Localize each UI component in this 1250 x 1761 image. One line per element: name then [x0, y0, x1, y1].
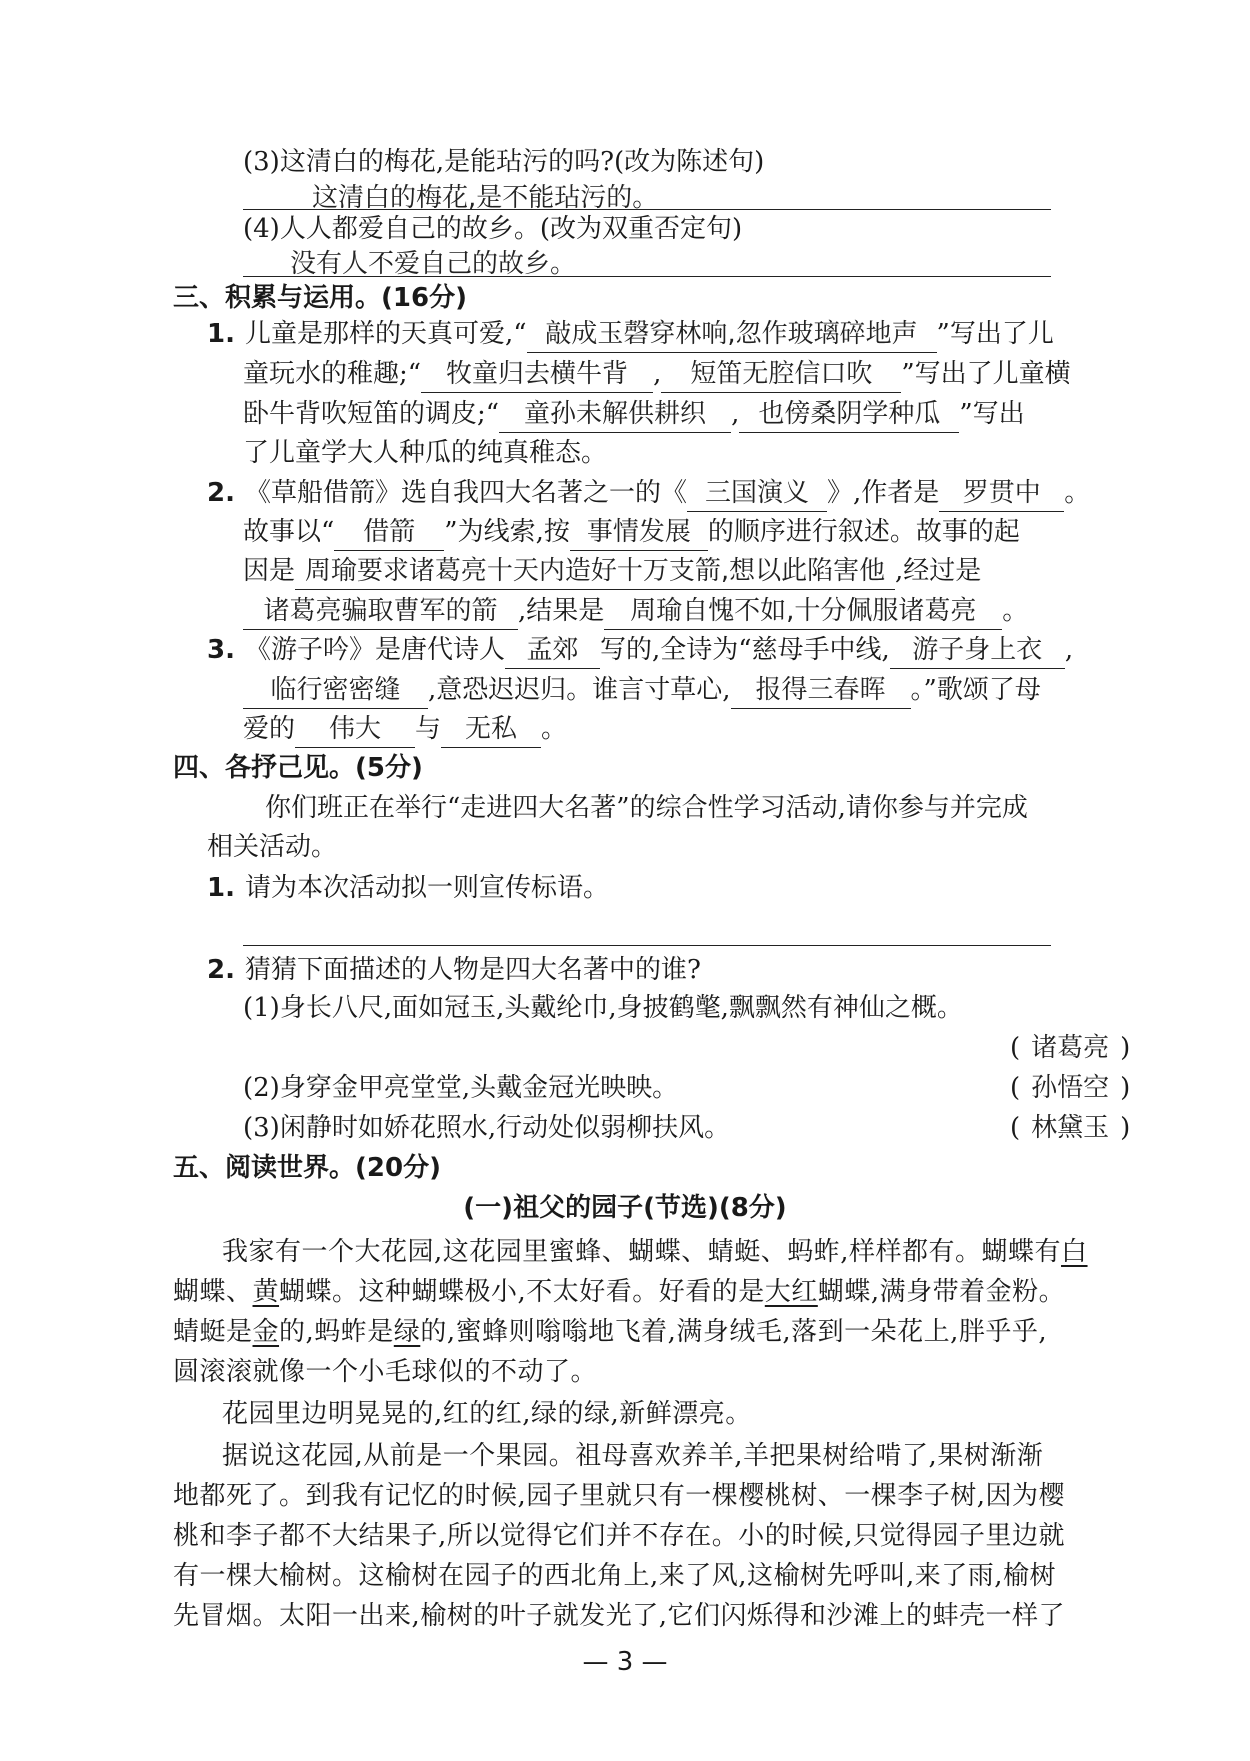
blank: 诸葛亮骗取曹军的箭 [243, 593, 518, 630]
text: 。 [1064, 478, 1091, 508]
s4-item3-text: (3)闲静时如娇花照水,行动处似弱柳扶风。 [243, 1113, 731, 1143]
section3-title: 三、积累与运用。(16分) [173, 283, 467, 313]
text: 。”歌颂了母 [910, 675, 1041, 705]
s4-item1-text: (1)身长八尺,面如冠玉,头戴纶巾,身披鹤氅,飘飘然有神仙之概。 [243, 993, 963, 1023]
blank: 事情发展 [570, 514, 708, 551]
s3-q2-line4 [243, 591, 1028, 631]
text: ) [1120, 1113, 1131, 1143]
text: 林黛玉 [1031, 1113, 1110, 1143]
section5-title: 五、阅读世界。(20分) [173, 1153, 441, 1183]
text: ”为线索,按 [444, 517, 570, 547]
text: 孙悟空 [1031, 1073, 1110, 1103]
text: 写的,全诗为“慈母手中线, [599, 635, 890, 665]
text: ”写出了儿 [936, 319, 1054, 349]
passage-p1-line1 [222, 1232, 1088, 1272]
underlined-word: 绿 [393, 1317, 421, 1347]
s3-q2-line1 [207, 473, 1090, 513]
text: 爱的 [243, 714, 296, 744]
blank: 游子身上衣 [890, 632, 1065, 669]
s3-q3-line2 [243, 670, 1041, 710]
s4-q1 [207, 868, 609, 908]
text: 的,蚂蚱是 [279, 1317, 394, 1347]
text: 请为本次活动拟一则宣传标语。 [244, 873, 609, 903]
s4-item1-answer [1010, 1028, 1130, 1068]
blank: 三国演义 [687, 475, 827, 512]
text: 与 [415, 714, 442, 744]
section4-title: 四、各抒己见。(5分) [173, 753, 423, 783]
blank: 周瑜要求诸葛亮十天内造好十万支箭,想以此陷害他 [295, 553, 895, 590]
underlined-word: 白 [1061, 1237, 1088, 1267]
text: ( [1010, 1033, 1021, 1063]
passage-p3-line2: 地都死了。到我有记忆的时候,园子里就只有一棵樱桃树、一棵李子树,因为樱 [173, 1481, 1066, 1511]
blank: 临行密密缝 [243, 672, 428, 709]
blank: 罗贯中 [939, 475, 1064, 512]
underlined-word: 大红 [764, 1277, 818, 1307]
s3-q1-line4: 了儿童学大人种瓜的纯真稚态。 [243, 438, 608, 468]
slogan-answer-line[interactable] [243, 945, 1051, 946]
underlined-word: 金 [252, 1317, 280, 1347]
text: 《草船借箭》选自我四大名著之一的《 [244, 478, 687, 508]
text: 》,作者是 [826, 478, 940, 508]
s3-q1-number: 1. [207, 319, 235, 349]
q3-label: (3)这清白的梅花,是能玷污的吗?(改为陈述句) [243, 147, 765, 177]
text: 儿童是那样的天真可爱,“ [244, 319, 527, 349]
text: 蝴蝶。这种蝴蝶极小,不太好看。好看的是 [279, 1277, 765, 1307]
s4-q2 [207, 950, 701, 990]
text: 的顺序进行叙述。故事的起 [707, 517, 1020, 547]
s3-q3-number: 3. [207, 635, 235, 665]
text: , [731, 399, 740, 429]
passage-p3-line4: 有一棵大榆树。这榆树在园子的西北角上,来了风,这榆树先呼叫,来了雨,榆树 [173, 1561, 1057, 1591]
blank: 牧童归去横牛背 [421, 356, 653, 393]
passage-p3-line5: 先冒烟。太阳一出来,榆树的叶子就发光了,它们闪烁得和沙滩上的蚌壳一样了 [173, 1601, 1066, 1631]
text: 猜猜下面描述的人物是四大名著中的谁? [244, 955, 701, 985]
blank: 敲成玉磬穿林响,忽作玻璃碎地声 [527, 316, 937, 353]
text: , [653, 359, 662, 389]
text: 童玩水的稚趣;“ [243, 359, 422, 389]
text: 蜻蜓是 [173, 1317, 253, 1347]
text: ( [1010, 1073, 1021, 1103]
text: 《游子吟》是唐代诗人 [244, 635, 505, 665]
passage-p1-line4: 圆滚滚就像一个小毛球似的不动了。 [173, 1357, 598, 1387]
s3-q3-line1 [207, 630, 1073, 670]
s3-q1-line2 [243, 354, 1071, 394]
text: 的,蜜蜂则嗡嗡地飞着,满身绒毛,落到一朵花上,胖乎乎, [420, 1317, 1048, 1347]
text: ) [1120, 1073, 1131, 1103]
s4-q1-number: 1. [207, 873, 235, 903]
text: ”写出了儿童横 [901, 359, 1071, 389]
text: ( [1010, 1113, 1021, 1143]
text: ,意恐迟迟归。谁言寸草心, [428, 675, 731, 705]
passage-p2: 花园里边明晃晃的,红的红,绿的绿,新鲜漂亮。 [222, 1399, 752, 1429]
blank: 无私 [441, 711, 541, 748]
passage-p3-line3: 桃和李子都不大结果子,所以觉得它们并不存在。小的时候,只觉得园子里边就 [173, 1521, 1066, 1551]
text: 。 [1002, 596, 1029, 626]
text: 卧牛背吹短笛的调皮;“ [243, 399, 500, 429]
s3-q1-line3 [243, 394, 1025, 434]
page-number: — 3 — [582, 1647, 668, 1677]
s3-q2-line2 [243, 512, 1020, 552]
underlined-word: 黄 [252, 1277, 280, 1307]
s3-q2-number: 2. [207, 478, 235, 508]
q3-answer: 这清白的梅花,是不能玷污的。 [312, 183, 659, 213]
s4-item3-answer [1010, 1108, 1130, 1148]
blank: 借箭 [334, 514, 444, 551]
s4-item2-text: (2)身穿金甲亮堂堂,头戴金冠光映映。 [243, 1073, 679, 1103]
s3-q2-line3 [243, 551, 981, 591]
text: 。 [541, 714, 568, 744]
passage-title: (一)祖父的园子(节选)(8分) [463, 1193, 787, 1223]
text: ) [1120, 1033, 1131, 1063]
text: 诸葛亮 [1031, 1033, 1110, 1063]
blank: 周瑜自愧不如,十分佩服诸葛亮 [604, 593, 1002, 630]
s3-q1-line1 [207, 314, 1054, 354]
s3-q3-line3 [243, 709, 567, 749]
text: 因是 [243, 556, 296, 586]
s4-q2-number: 2. [207, 955, 235, 985]
blank: 孟郊 [505, 632, 600, 669]
text: 蝴蝶,满身带着金粉。 [817, 1277, 1066, 1307]
passage-p3-line1: 据说这花园,从前是一个果园。祖母喜欢养羊,羊把果树给啃了,果树渐渐 [222, 1441, 1044, 1471]
s4-intro-line2: 相关活动。 [207, 832, 338, 862]
blank: 伟大 [295, 711, 415, 748]
blank: 短笛无腔信口吹 [661, 356, 901, 393]
text: ,经过是 [895, 556, 982, 586]
passage-p1-line3 [173, 1312, 1047, 1352]
q4-answer-line [243, 276, 1051, 277]
blank: 报得三春晖 [731, 672, 911, 709]
passage-p1-line2 [173, 1272, 1065, 1312]
s4-intro-line1: 你们班正在举行“走进四大名著”的综合性学习活动,请你参与并完成 [265, 793, 1028, 823]
text: ,结果是 [518, 596, 605, 626]
q4-answer: 没有人不爱自己的故乡。 [290, 249, 577, 279]
s4-item2-answer [1010, 1068, 1130, 1108]
text: 蝴蝶、 [173, 1277, 253, 1307]
q4-label: (4)人人都爱自己的故乡。(改为双重否定句) [243, 214, 743, 244]
text: ”写出 [959, 399, 1025, 429]
blank: 童孙未解供耕织 [499, 396, 731, 433]
blank: 也傍桑阴学种瓜 [739, 396, 959, 433]
text: 我家有一个大花园,这花园里蜜蜂、蝴蝶、蜻蜓、蚂蚱,样样都有。蝴蝶有 [222, 1237, 1062, 1267]
text: 故事以“ [243, 517, 335, 547]
text: , [1064, 635, 1074, 665]
